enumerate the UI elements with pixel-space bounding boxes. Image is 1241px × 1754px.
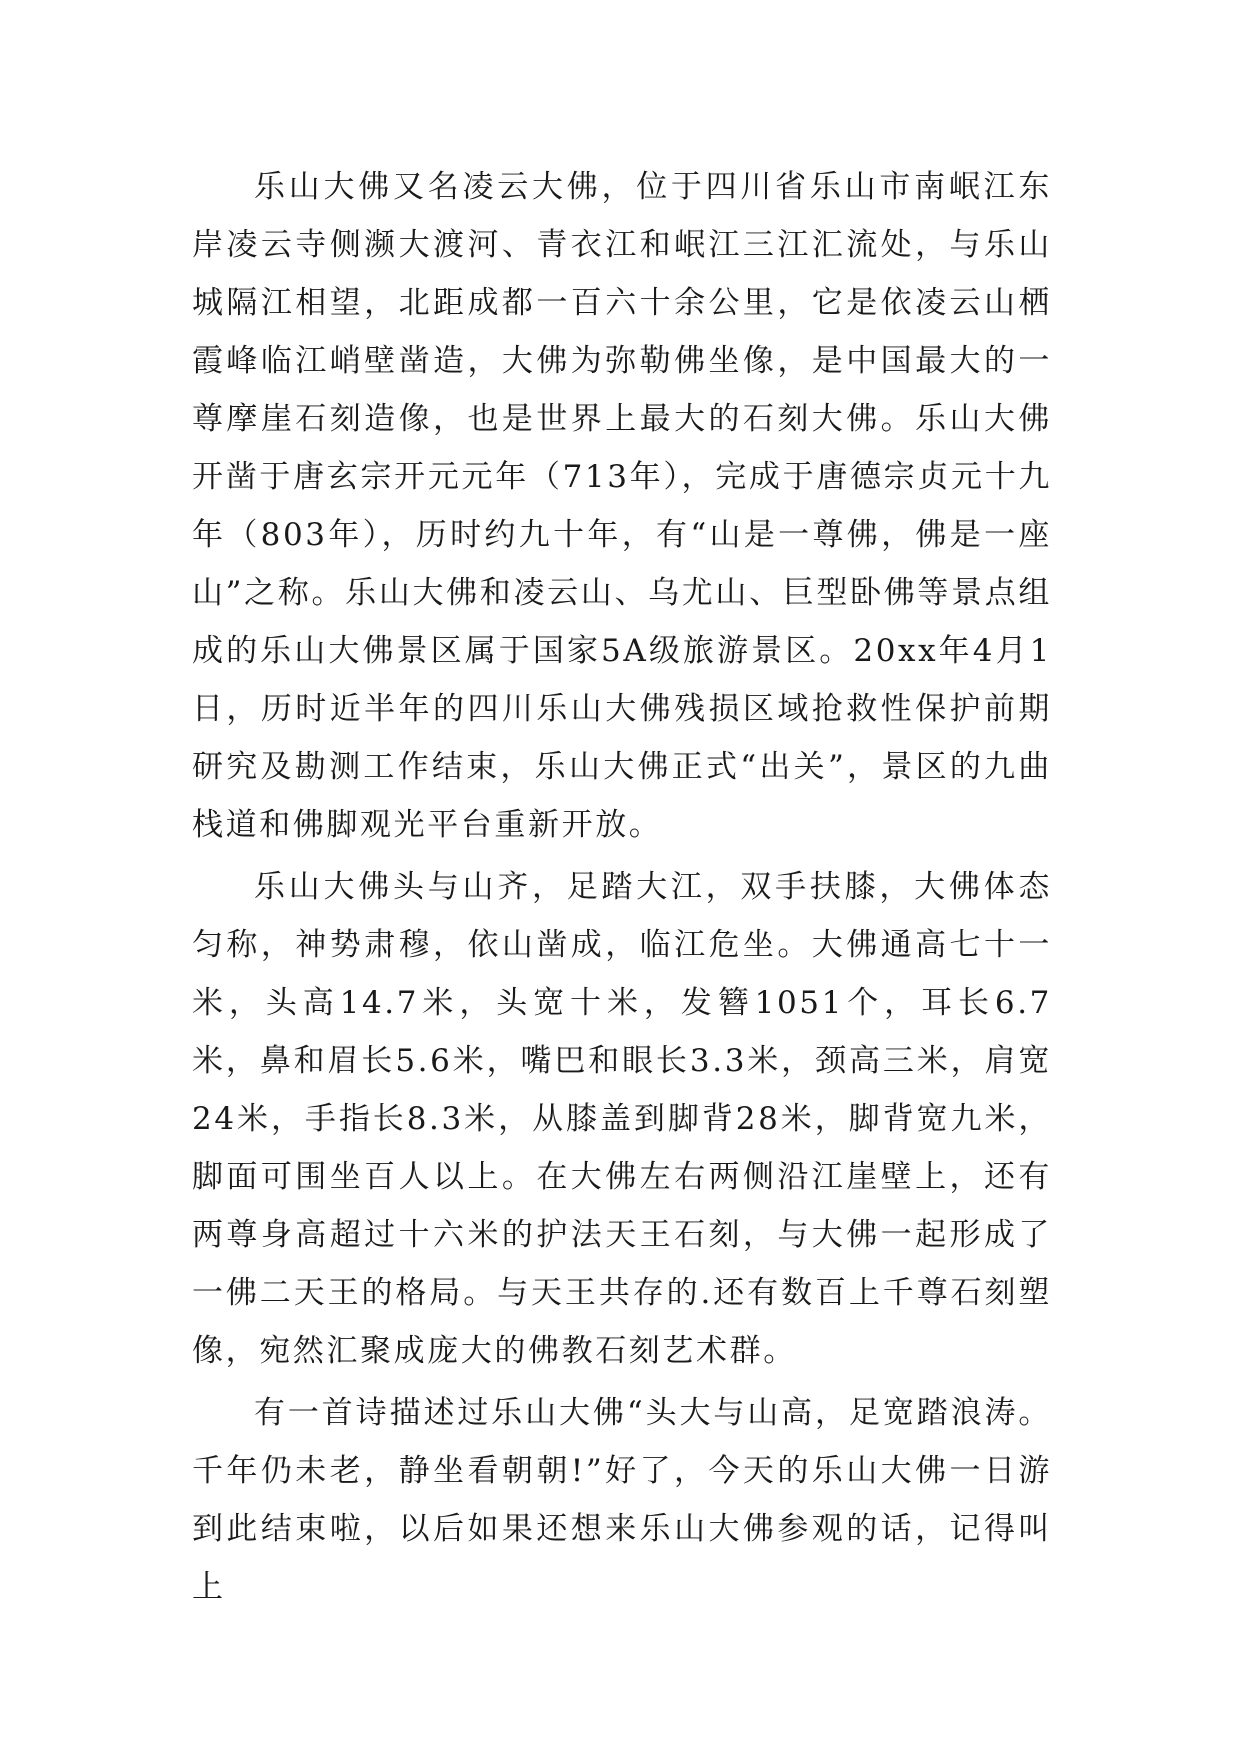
paragraph-2: 乐山大佛头与山齐，足踏大江，双手扶膝，大佛体态匀称，神势肃穆，依山凿成，临江危坐。大佛通高七十一米，头高14.7米，头宽十米，发簪1051个，耳长6.7米，鼻和眉长5.6米，嘴巴和眼长3.3米，颈高三米，肩宽24米，手指长8.3米，从膝盖到脚背28米，脚背宽九米，脚面可围坐百人以上。在大佛左右两侧沿江崖壁上，还有两尊身高超过十六米的护法天王石刻，与大佛一起形成了一佛二天王的格局。与天王共存的.还有数百上千尊石刻塑像，宛然汇聚成庞大的佛教石刻艺术群。 — [192, 869, 1052, 1369]
paragraph-3: 有一首诗描述过乐山大佛“头大与山高，足宽踏浪涛。千年仍未老，静坐看朝朝!”好了，今天的乐山大佛一日游到此结束啦，以后如果还想来乐山大佛参观的话，记得叫上 — [192, 1395, 1052, 1605]
paragraph-1: 乐山大佛又名凌云大佛，位于四川省乐山市南岷江东岸凌云寺侧濒大渡河、青衣江和岷江三江汇流处，与乐山城隔江相望，北距成都一百六十余公里，它是依凌云山栖霞峰临江峭壁凿造，大佛为弥勒佛坐像，是中国最大的一尊摩崖石刻造像，也是世界上最大的石刻大佛。乐山大佛开凿于唐玄宗开元元年（713年），完成于唐德宗贞元十九年（803年），历时约九十年，有“山是一尊佛，佛是一座山”之称。乐山大佛和凌云山、乌尤山、巨型卧佛等景点组成的乐山大佛景区属于国家5A级旅游景区。20xx年4月1日，历时近半年的四川乐山大佛残损区域抢救性保护前期研究及勘测工作结束，乐山大佛正式“出关”，景区的九曲栈道和佛脚观光平台重新开放。 — [192, 169, 1052, 843]
document-body — [192, 158, 1052, 1620]
